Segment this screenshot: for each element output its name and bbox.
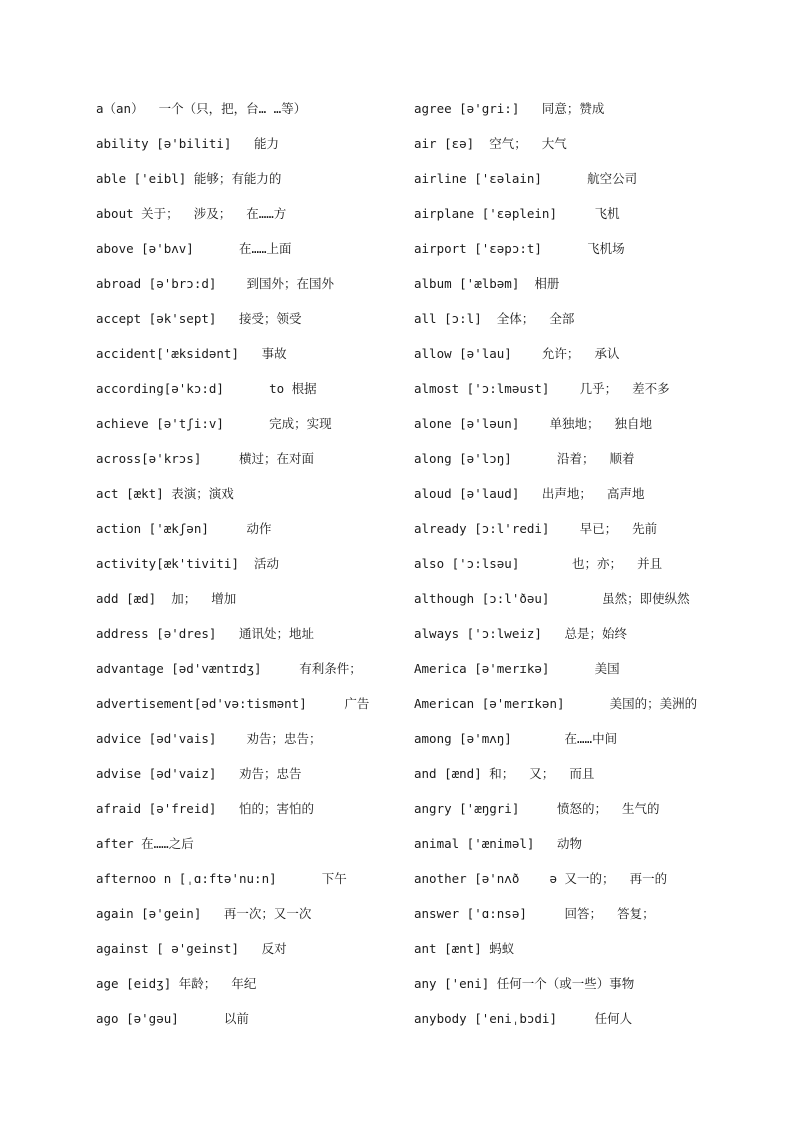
vocabulary-entry: always ['ɔ:lweiz] 总是；始终: [414, 626, 628, 641]
vocabulary-entry: address [ə'dres] 通讯处；地址: [96, 626, 314, 641]
vocabulary-entry: already [ɔ:l'redi] 早已； 先前: [414, 521, 658, 536]
left-column: [96, 94, 426, 1039]
vocabulary-entry: ant [ænt] 蚂蚁: [414, 941, 515, 956]
vocabulary-entry: airplane ['εəplein] 飞机: [414, 206, 620, 221]
vocabulary-entry: act [ækt] 表演；演戏: [96, 486, 234, 501]
vocabulary-entry: alone [ə'ləun] 单独地； 独自地: [414, 416, 653, 431]
vocabulary-entry: although [ɔ:l'ðəu] 虽然；即使纵然: [414, 591, 690, 606]
vocabulary-entry: according[ə'kɔ:d] to 根据: [96, 381, 317, 396]
vocabulary-entry: album ['ælbəm] 相册: [414, 276, 560, 291]
vocabulary-entry: also ['ɔ:lsəu] 也；亦； 并且: [414, 556, 663, 571]
vocabulary-entry: advertisement[əd'və:tismənt] 广告: [96, 696, 370, 711]
vocabulary-entry: airline ['εəlain] 航空公司: [414, 171, 638, 186]
vocabulary-entry: advice [əd'vais] 劝告；忠告；: [96, 731, 322, 746]
vocabulary-entry: almost ['ɔ:lməust] 几乎； 差不多: [414, 381, 670, 396]
vocabulary-entry: against [ ə'geinst] 反对: [96, 941, 287, 956]
vocabulary-entry: afternoo n [ˌɑ:ftə'nu:n] 下午: [96, 871, 347, 886]
vocabulary-entry: airport ['εəpɔ:t] 飞机场: [414, 241, 625, 256]
vocabulary-entry: and [ænd] 和； 又； 而且: [414, 766, 595, 781]
vocabulary-entry: anybody ['eniˌbɔdi] 任何人: [414, 1011, 633, 1026]
right-column: [414, 94, 714, 1039]
vocabulary-entry: accident['æksidənt] 事故: [96, 346, 287, 361]
vocabulary-entry: air [εə] 空气； 大气: [414, 136, 567, 151]
vocabulary-entry: advantage [əd'væntɪdʒ] 有利条件；: [96, 661, 362, 676]
vocabulary-entry: angry ['æŋgri] 愤怒的； 生气的: [414, 801, 660, 816]
vocabulary-entry: another [ə'nʌð ə 又一的； 再一的: [414, 871, 668, 886]
vocabulary-entry: agree [ə'gri:] 同意；赞成: [414, 101, 605, 116]
vocabulary-entry: across[ə'krɔs] 横过；在对面: [96, 451, 314, 466]
vocabulary-entry: abroad [ə'brɔ:d] 到国外；在国外: [96, 276, 335, 291]
vocabulary-entry: along [ə'lɔŋ] 沿着； 顺着: [414, 451, 635, 466]
vocabulary-entry: age [eidʒ] 年龄； 年纪: [96, 976, 257, 991]
vocabulary-entry: afraid [ə'freid] 怕的；害怕的: [96, 801, 314, 816]
vocabulary-entry: accept [ək'sept] 接受；领受: [96, 311, 302, 326]
vocabulary-entry: ago [ə'gəu] 以前: [96, 1011, 249, 1026]
vocabulary-entry: able ['eibl] 能够；有能力的: [96, 171, 282, 186]
vocabulary-entry: American [ə'merɪkən] 美国的；美洲的: [414, 696, 698, 711]
vocabulary-entry: ability [ə'biliti] 能力: [96, 136, 280, 151]
vocabulary-entry: add [æd] 加； 增加: [96, 591, 237, 606]
vocabulary-entry: advise [əd'vaiz] 劝告；忠告: [96, 766, 302, 781]
vocabulary-entry: animal ['æniməl] 动物: [414, 836, 582, 851]
vocabulary-entry: America [ə'merɪkə] 美国: [414, 661, 620, 676]
vocabulary-entry: all [ɔ:l] 全体； 全部: [414, 311, 575, 326]
vocabulary-entry: above [ə'bʌv] 在……上面: [96, 241, 292, 256]
vocabulary-entry: allow [ə'lau] 允许； 承认: [414, 346, 620, 361]
vocabulary-entry: a（an） 一个（只，把，台… …等）: [96, 101, 307, 116]
vocabulary-entry: aloud [ə'laud] 出声地； 高声地: [414, 486, 645, 501]
vocabulary-entry: again [ə'gein] 再一次；又一次: [96, 906, 312, 921]
vocabulary-entry: answer ['ɑ:nsə] 回答； 答复；: [414, 906, 655, 921]
vocabulary-entry: after 在……之后: [96, 836, 194, 851]
vocabulary-entry: among [ə'mʌŋ] 在……中间: [414, 731, 618, 746]
vocabulary-entry: achieve [ə'tʃi:v] 完成；实现: [96, 416, 332, 431]
vocabulary-entry: action ['ækʃən] 动作: [96, 521, 272, 536]
vocabulary-entry: any ['eni] 任何一个（或一些）事物: [414, 976, 635, 991]
vocabulary-entry: activity[æk'tiviti] 活动: [96, 556, 280, 571]
vocabulary-entry: about 关于； 涉及； 在……方: [96, 206, 287, 221]
